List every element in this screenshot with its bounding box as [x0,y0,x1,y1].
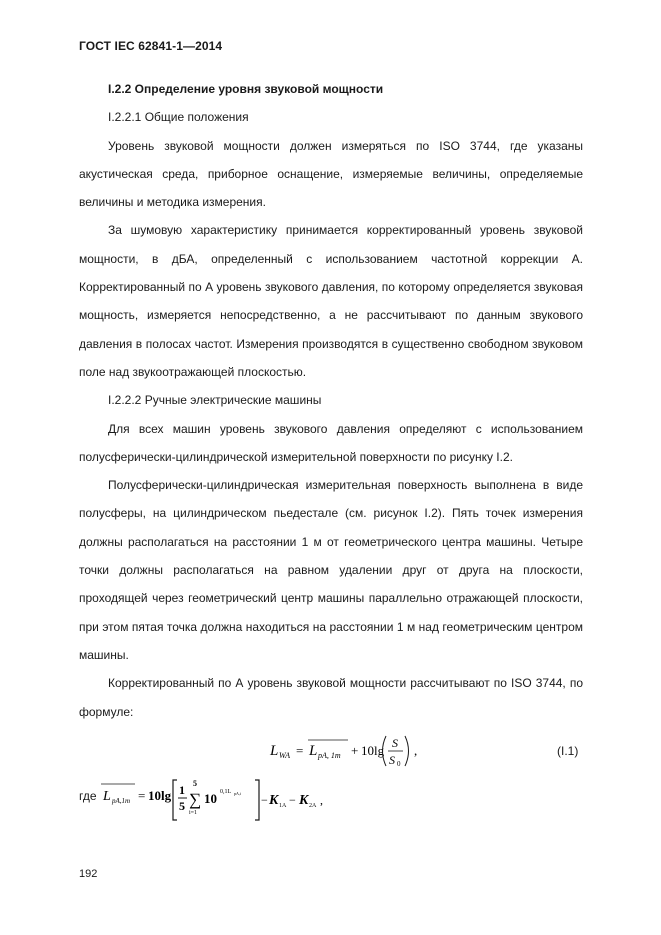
formula-k2-sub: 2A [309,803,317,809]
formula-lhs-sub: pA,1m [112,797,131,805]
paragraph: Полусферически-цилиндрическая измерительная поверхность выполнена в виде полусферы, на цилиндрическом пьедестале (см. рисунок I.2). Пять точек измерения должны располагаться на расстоянии 1 м от геометрического центра машины. Четыре точки должны располагаться на равном удалении друг от друга на плоскости, проходящей через геометрический центр машины параллельно отражающей плоскости, при этом пятая точка должна находиться на расстоянии 1 м над геометрическим центром машины. [79,478,583,662]
formula-lhs: L [103,789,111,804]
paragraph: Корректированный по А уровень звуковой мощности рассчитывают по ISO 3744, по формуле: [79,676,583,719]
document-header: ГОСТ IEC 62841-1—2014 [79,39,223,53]
formula-coef: 10lg [361,743,385,758]
sum-bottom: i=1 [189,810,198,816]
formula-equals: = [138,788,146,803]
left-bracket [173,780,177,820]
formula-num: S [392,736,398,750]
paragraph: Уровень звуковой мощности должен измеряться по ISO 3744, где указаны акустическая среда, приборное оснащение, измеряемые величины, определяемые величины и методика измерения. [79,138,583,210]
formula-k1: K [269,793,279,808]
formula-exp-sub: pA,i [234,791,241,796]
where-label: где [79,789,97,803]
formula-number: (I.1) [557,744,579,758]
fraction-num: 1 [179,783,185,797]
formula-lhs-sub: WA [279,751,290,760]
formula-term: L [309,743,318,759]
formula-lpa [79,776,339,824]
formula-comma: , [414,743,418,758]
formula-base: 10 [204,791,217,806]
paragraph: За шумовую характеристику принимается корректированный уровень звуковой мощности, в дБА, определенный с использованием частотной коррекции A. Корректированный по А уровень звукового давления, по которому определяется звуковая мощность, измеряется непосредственно, а не рассчитывают по данным звукового давления в полосах частот. Измерения производятся в существенно свободном звуковом поле над звукоотражающей плоскостью. [79,223,583,379]
fraction-den: 5 [179,799,185,813]
formula-term-sub: pA, 1m [318,751,341,760]
formula-k2: K [299,793,309,808]
sum-top: 5 [193,779,197,788]
formula-exp: 0,1L [220,789,232,795]
subsection-heading: I.2.2.2 Ручные электрические машины [108,393,322,408]
formula-den-sub: 0 [397,760,401,768]
sum-sign: ∑ [189,790,202,809]
section-heading: I.2.2 Определение уровня звуковой мощности [108,82,384,96]
formula-k1-sub: 1A [279,803,287,809]
formula-equals: = [296,743,304,758]
subsection-heading: I.2.2.1 Общие положения [108,110,249,125]
formula-comma: , [320,793,323,807]
formula-i1 [268,728,428,774]
formula-coef: 10lg [148,788,172,803]
paragraph: Для всех машин уровень звукового давления определяют с использованием полусферически-цилиндрической измерительной поверхности по рисунку I.2. [79,421,583,464]
formula-plus: + [351,743,359,758]
formula-den: S [389,753,395,767]
formula-minus: − [289,793,296,807]
right-paren [405,736,409,766]
body-text [79,75,583,726]
page-number: 192 [79,868,98,880]
formula-minus: − [261,793,268,807]
right-bracket [255,780,259,820]
formula-lhs: L [270,743,279,759]
